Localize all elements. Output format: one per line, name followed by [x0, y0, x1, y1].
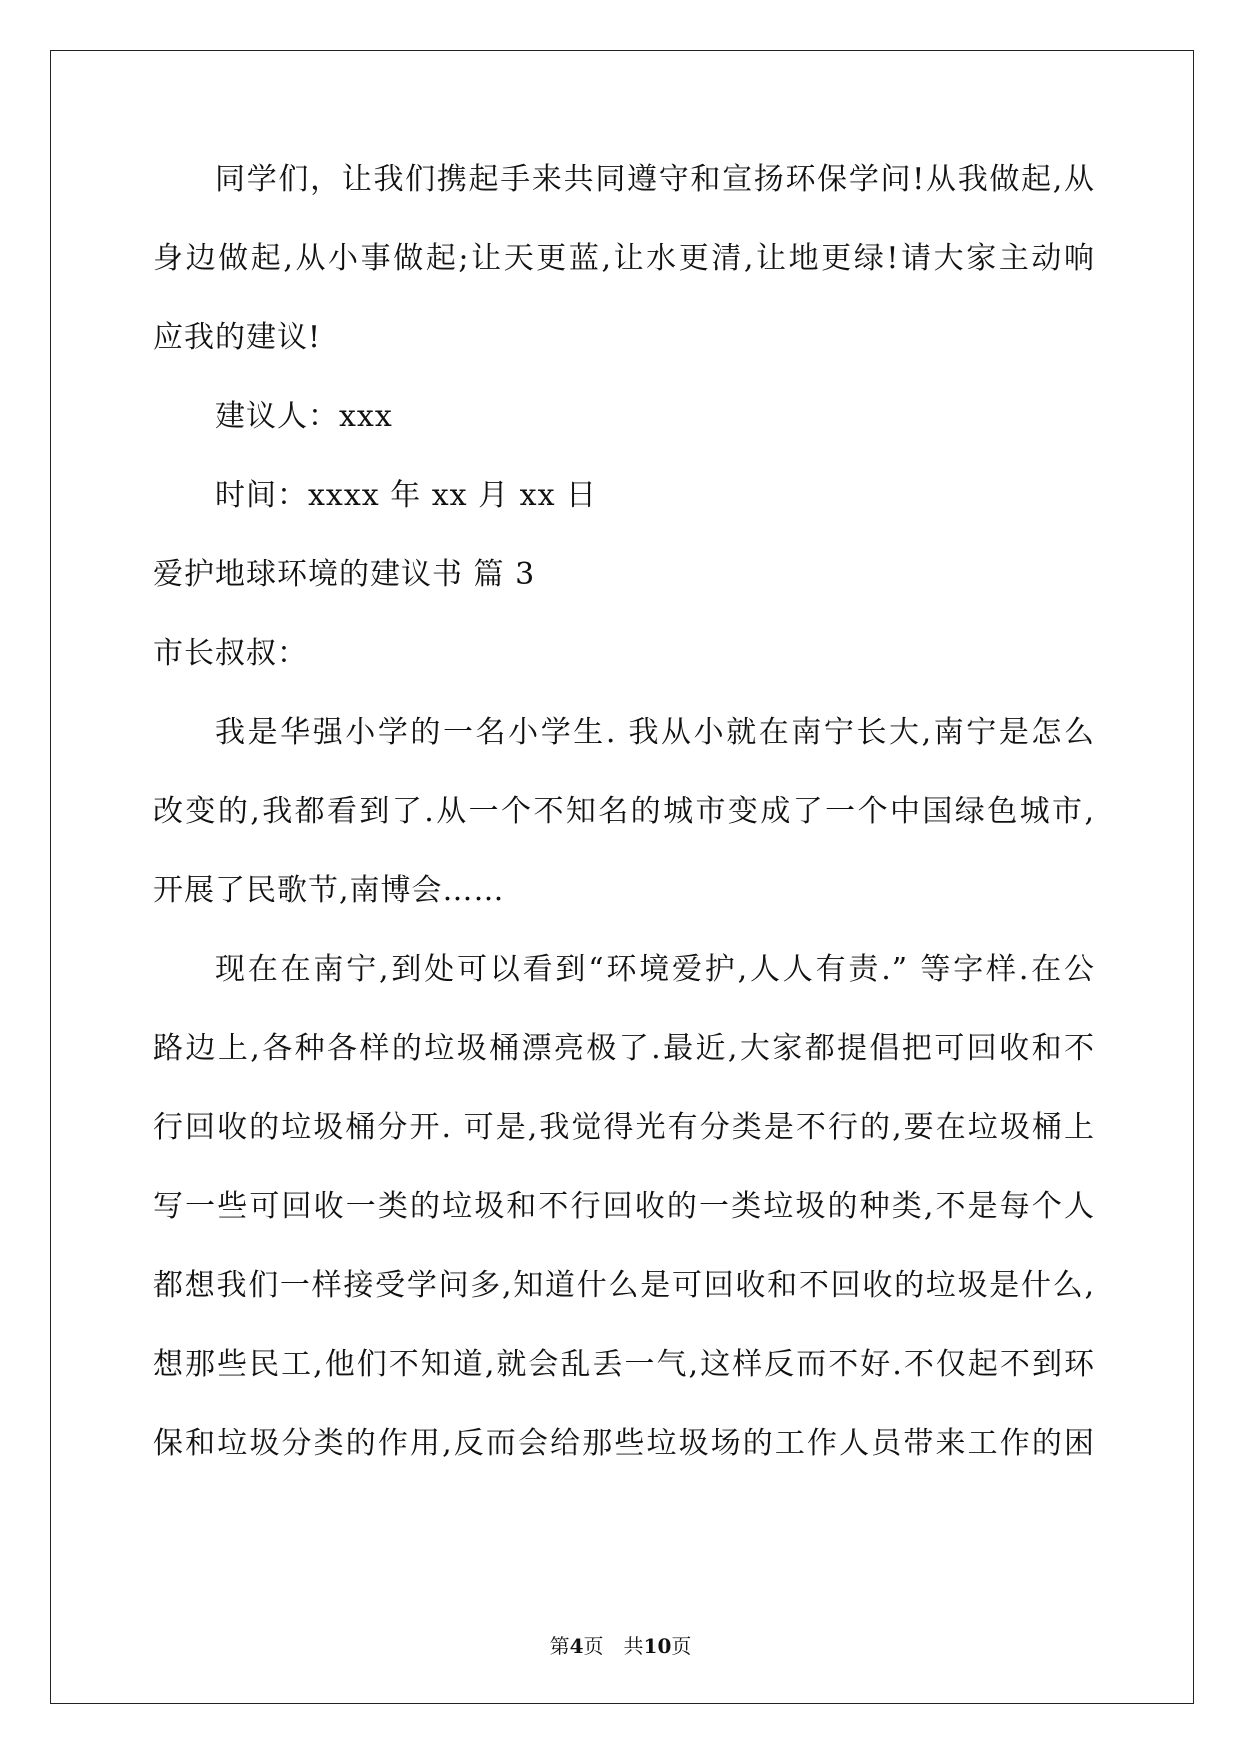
text-line: 写一些可回收一类的垃圾和不行回收的一类垃圾的种类,不是每个人 — [153, 1189, 1095, 1224]
text-line: 想那些民工,他们不知道,就会乱丢一气,这样反而不好.不仅起不到环 — [153, 1347, 1095, 1382]
signer-line: 建议人：xxx — [215, 399, 393, 434]
text-line: 我是华强小学的一名小学生. 我从小就在南宁长大,南宁是怎么 — [215, 715, 1095, 750]
text-line: 开展了民歌节,南博会…… — [153, 873, 505, 908]
footer-page-current: 4 — [569, 1634, 584, 1658]
salutation: 市长叔叔： — [153, 636, 308, 671]
text-line: 现在在南宁,到处可以看到“环境爱护,人人有责.” 等字样.在公 — [215, 952, 1095, 987]
text-line: 行回收的垃圾桶分开. 可是,我觉得光有分类是不行的,要在垃圾桶上 — [153, 1110, 1095, 1145]
text-line: 都想我们一样接受学问多,知道什么是可回收和不回收的垃圾是什么, — [153, 1268, 1095, 1303]
text-line: 身边做起,从小事做起;让天更蓝,让水更清,让地更绿!请大家主动响 — [153, 241, 1095, 276]
footer-total-suffix: 页 — [671, 1634, 692, 1658]
text-line: 保和垃圾分类的作用,反而会给那些垃圾场的工作人员带来工作的困 — [153, 1426, 1095, 1461]
text-line: 应我的建议! — [153, 320, 322, 355]
footer-page-total: 10 — [643, 1634, 672, 1658]
text-line: 同学们，让我们携起手来共同遵守和宣扬环保学问!从我做起,从 — [215, 162, 1095, 197]
page-footer — [0, 1634, 1241, 1658]
section-heading: 爱护地球环境的建议书 篇 3 — [153, 557, 536, 592]
text-line: 路边上,各种各样的垃圾桶漂亮极了.最近,大家都提倡把可回收和不 — [153, 1031, 1095, 1066]
footer-page-mid: 页 — [583, 1634, 604, 1658]
date-line: 时间：xxxx 年 xx 月 xx 日 — [215, 478, 598, 513]
text-line: 改变的,我都看到了.从一个不知名的城市变成了一个中国绿色城市, — [153, 794, 1095, 829]
document-body — [153, 160, 1095, 1463]
footer-page-prefix: 第 — [549, 1634, 570, 1658]
footer-total-prefix: 共 — [623, 1634, 644, 1658]
